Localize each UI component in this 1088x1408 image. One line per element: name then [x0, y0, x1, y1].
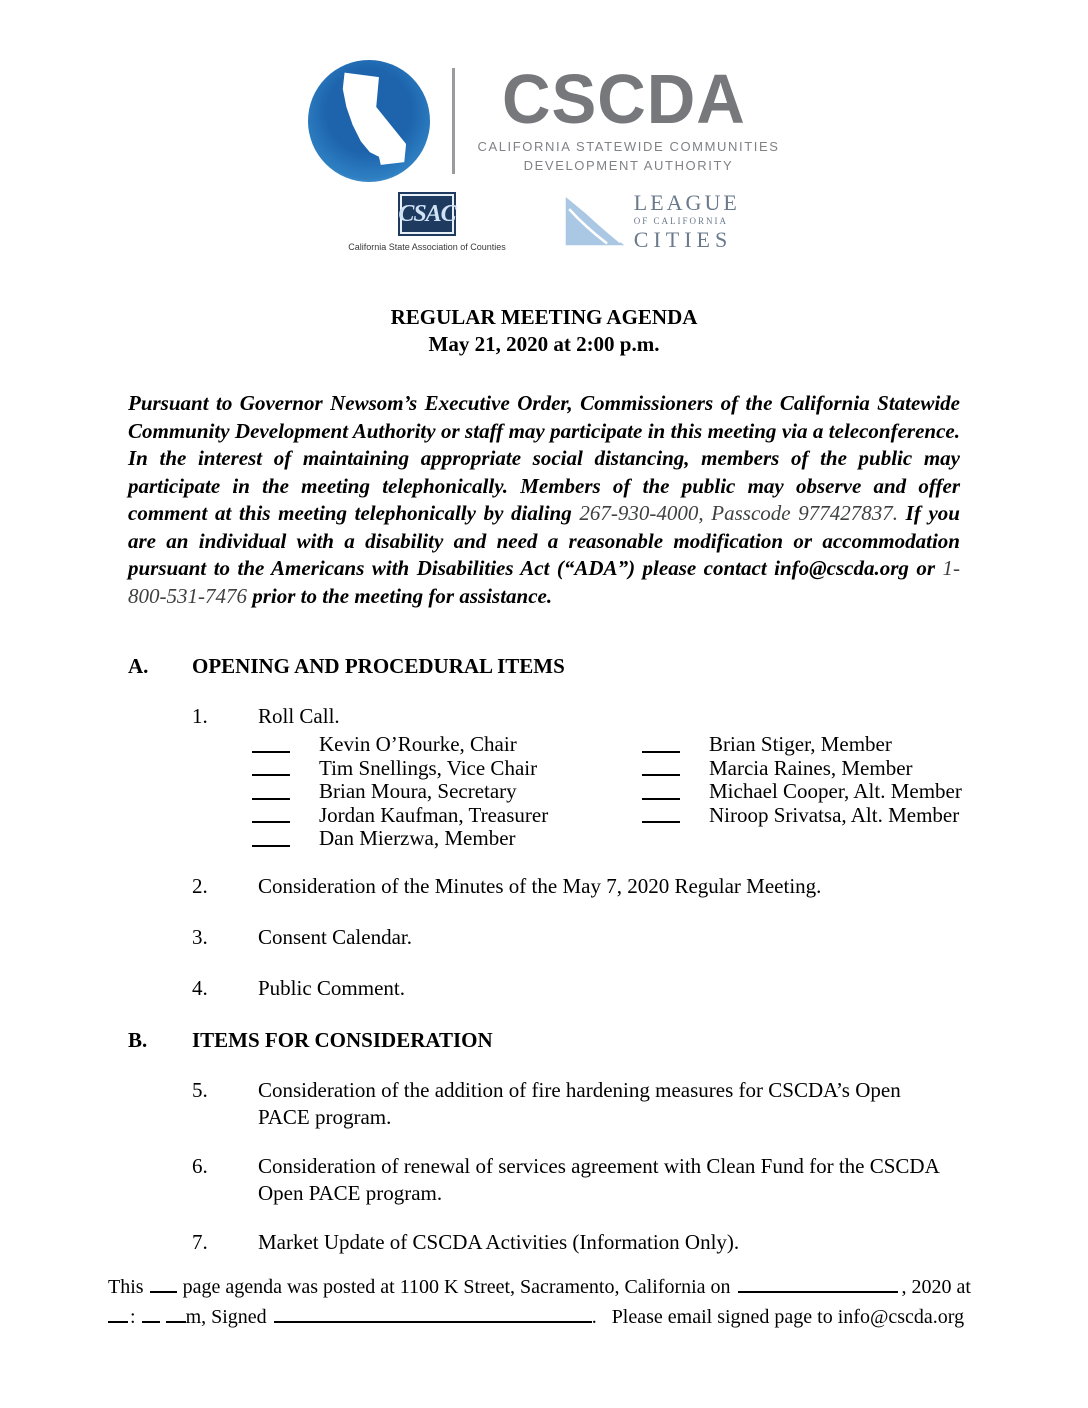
notice-text-2: If you are an individual with a disability and need a reasonable modification or accommodation pursuant to the Americans with Disabilities Act (“ADA”) please contact info@cscda.org or [128, 501, 960, 580]
footer-posting-note [108, 1272, 970, 1332]
item-5-number: 5. [192, 1077, 208, 1102]
roll-call-blank [252, 774, 290, 776]
roll-call-blank [252, 751, 290, 753]
roll-call-list [252, 733, 1088, 851]
item-7-text: Market Update of CSCDA Activities (Information Only). [258, 1229, 740, 1254]
section-a-title: OPENING AND PROCEDURAL ITEMS [192, 654, 565, 678]
section-b-title: ITEMS FOR CONSIDERATION [192, 1027, 493, 1052]
minute-blank [142, 1309, 160, 1323]
roll-call-row [252, 733, 642, 757]
roll-call-right-column [642, 733, 962, 851]
item-5-text: Consideration of the addition of fire hardening measures for CSCDA’s Open PACE program. [258, 1077, 901, 1129]
meridiem-blank [166, 1309, 186, 1323]
footer-text-signed: m, Signed [185, 1306, 267, 1328]
logo-divider [452, 68, 455, 174]
item-4-text: Public Comment. [258, 975, 405, 1000]
cscda-org-name [477, 137, 779, 176]
item-3-number: 3. [192, 924, 208, 949]
agenda-item-5 [192, 1077, 1088, 1131]
teleconference-notice [128, 390, 960, 610]
hour-blank [108, 1309, 128, 1323]
item-2-text: Consideration of the Minutes of the May 7, 2020 Regular Meeting. [258, 873, 822, 898]
item-1-text: Roll Call. [258, 704, 340, 728]
cscda-acronym: CSCDA [501, 60, 746, 139]
item-4-number: 4. [192, 975, 208, 1000]
roll-call-row [252, 804, 642, 828]
agenda-item-1 [192, 703, 1088, 730]
league-logo-text [634, 192, 740, 251]
footer-text-2020at: , 2020 at [901, 1276, 971, 1298]
notice-dialin-number: 267-930-4000, Passcode 977427837. [579, 501, 899, 525]
agenda-item-2 [192, 873, 1088, 900]
roll-call-blank [642, 798, 680, 800]
cscda-org-line2: DEVELOPMENT AUTHORITY [523, 158, 734, 174]
footer-line-1 [108, 1272, 970, 1302]
footer-text-colon: : [130, 1306, 136, 1328]
item-3-text: Consent Calendar. [258, 924, 412, 949]
california-globe-icon [308, 60, 430, 182]
roll-call-name: Tim Snellings, Vice Chair [319, 755, 538, 780]
roll-call-blank [642, 821, 680, 823]
section-b-heading [128, 1028, 1088, 1053]
section-b-letter: B. [128, 1027, 148, 1052]
agenda-item-4 [192, 975, 1088, 1002]
partner-logos [0, 192, 1088, 260]
california-state-icon [326, 69, 412, 173]
roll-call-row [252, 827, 642, 851]
item-6-text: Consideration of renewal of services agreement with Clean Fund for the CSCDA Open PACE program. [258, 1153, 939, 1205]
footer-line-2 [108, 1302, 970, 1332]
roll-call-row [642, 733, 962, 757]
roll-call-name: Marcia Raines, Member [709, 755, 913, 780]
signature-blank [274, 1309, 592, 1323]
section-a-heading [128, 654, 1088, 679]
roll-call-name: Dan Mierzwa, Member [319, 826, 516, 850]
roll-call-name: Michael Cooper, Alt. Member [709, 779, 962, 803]
item-7-number: 7. [192, 1229, 208, 1254]
league-of-california-cities-logo [564, 192, 740, 251]
item-2-number: 2. [192, 873, 208, 898]
roll-call-blank [252, 845, 290, 847]
footer-email-note: Please email signed page to info@cscda.org [611, 1306, 965, 1328]
roll-call-blank [642, 751, 680, 753]
csac-logo-box [398, 192, 456, 236]
notice-text-1: Pursuant to Governor Newsom’s Executive Order, Commissioners of the California Statewide Community Development Authority or staff may participate in this meeting via a teleconference. In the interest of maintaining appropriate social distancing, members of the public may participate in the meeting telephonically. Members of the public may observe and offer comment at this meeting telephonically by dialing [128, 391, 960, 525]
roll-call-row [642, 757, 962, 781]
footer-text-this: This [108, 1276, 144, 1298]
csac-logo [348, 192, 506, 252]
league-line2: OF CALIFORNIA [633, 216, 729, 226]
agenda-item-3 [192, 924, 1088, 951]
roll-call-blank [252, 821, 290, 823]
roll-call-row [642, 780, 962, 804]
meeting-title: REGULAR MEETING AGENDA [390, 305, 698, 329]
league-line3: CITIES [633, 227, 733, 252]
notice-text-3: prior to the meeting for assistance. [247, 583, 553, 608]
cscda-org-line1: CALIFORNIA STATEWIDE COMMUNITIES [477, 138, 780, 154]
meeting-datetime: May 21, 2020 at 2:00 p.m. [428, 332, 660, 356]
footer-text-period: . [591, 1306, 597, 1328]
roll-call-row [252, 780, 642, 804]
roll-call-name: Niroop Srivatsa, Alt. Member [709, 802, 960, 827]
item-6-number: 6. [192, 1153, 208, 1178]
item-1-number: 1. [192, 704, 208, 728]
roll-call-row [252, 757, 642, 781]
roll-call-row [642, 804, 962, 828]
agenda-item-7 [192, 1229, 1088, 1256]
roll-call-left-column [252, 733, 642, 851]
cscda-logo [0, 0, 1088, 182]
roll-call-blank [642, 774, 680, 776]
cscda-logo-text [477, 60, 780, 176]
roll-call-name: Brian Moura, Secretary [319, 779, 517, 803]
meeting-title-block [0, 304, 1088, 358]
agenda-item-6 [192, 1153, 1088, 1207]
csac-acronym: CSAC [398, 200, 456, 227]
league-swoosh-icon [564, 195, 626, 249]
footer-text-posted: page agenda was posted at 1100 K Street, Sacramento, California on [182, 1276, 731, 1298]
notice-ada-helpline: 1-800-531-7476 [128, 556, 960, 608]
roll-call-name: Brian Stiger, Member [709, 732, 892, 756]
roll-call-name: Kevin O’Rourke, Chair [319, 732, 517, 756]
csac-caption: California State Association of Counties [348, 242, 506, 252]
section-a-letter: A. [128, 654, 149, 678]
roll-call-name: Jordan Kaufman, Treasurer [319, 802, 549, 827]
page-count-blank [150, 1279, 177, 1293]
csac-logo-frame [400, 194, 454, 234]
league-line1: LEAGUE [633, 190, 740, 215]
roll-call-blank [252, 798, 290, 800]
posting-date-blank [738, 1279, 898, 1293]
